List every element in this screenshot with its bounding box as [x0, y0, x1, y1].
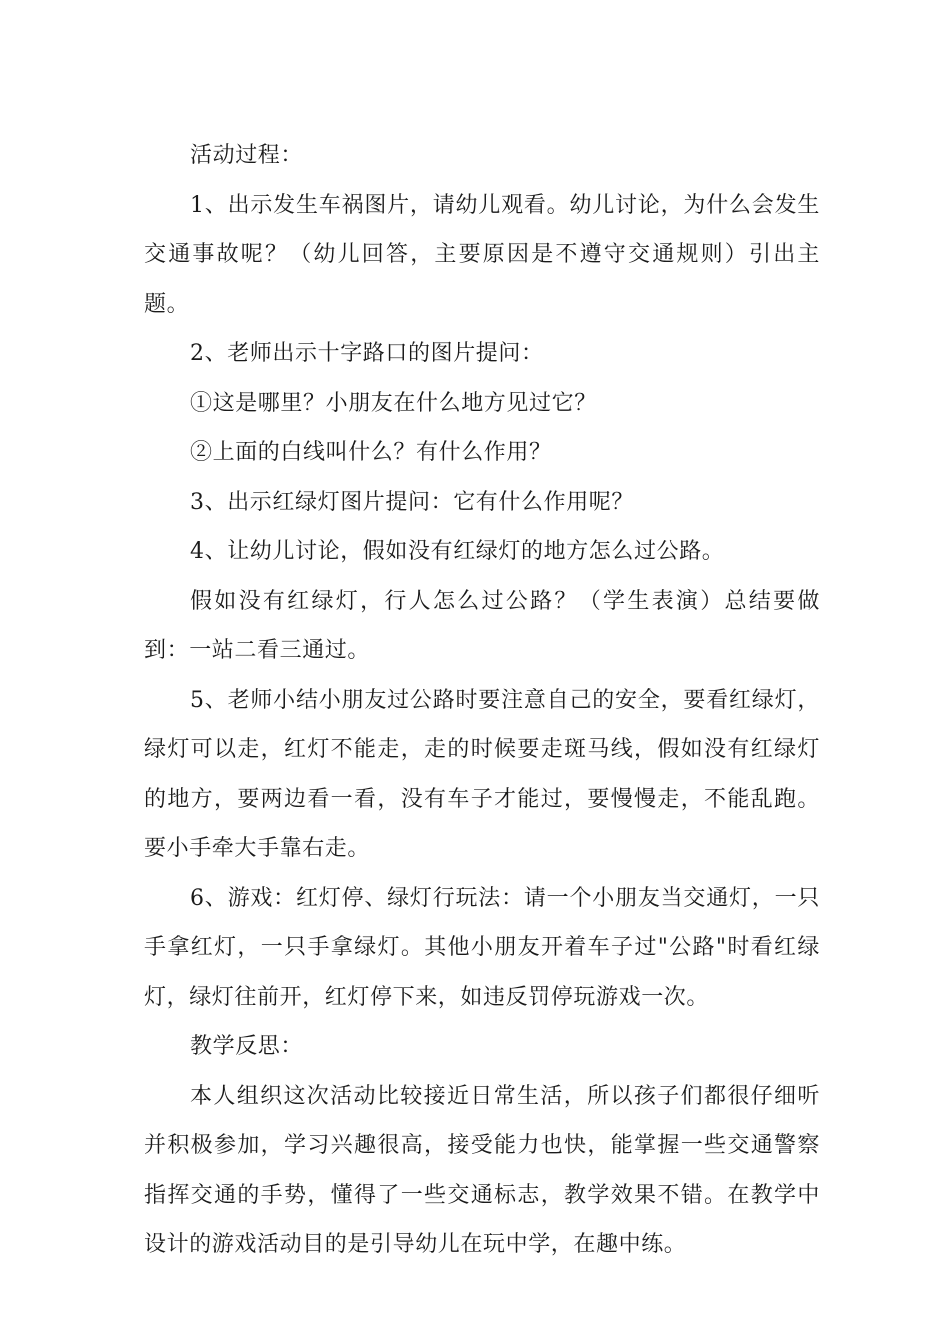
paragraph-question-1: ①这是哪里？小朋友在什么地方见过它？ — [190, 390, 597, 416]
heading-activity-process: 活动过程： — [190, 143, 304, 168]
paragraph-step-5: 5、老师小结小朋友过公路时要注意自己的安全，要看红绿灯，绿灯可以走，红灯不能走，走的时候要走斑马线，假如没有红绿灯的地方，要两边看一看，没有车子才能过，要慢慢走，不能乱跑。要小手牵大手靠右走。 — [144, 687, 820, 861]
paragraph-reflection: 本人组织这次活动比较接近日常生活，所以孩子们都很仔细听并积极参加，学习兴趣很高，接受能力也快，能掌握一些交通警察指挥交通的手势，懂得了一些交通标志，教学效果不错。在教学中设计的游戏活动目的是引导幼儿在玩中学，在趣中练。 — [144, 1083, 820, 1257]
heading-teaching-reflection: 教学反思： — [190, 1034, 304, 1059]
paragraph-no-traffic-light: 假如没有红绿灯，行人怎么过公路？（学生表演）总结要做到：一站二看三通过。 — [144, 588, 820, 663]
paragraph-step-4: 4、让幼儿讨论，假如没有红绿灯的地方怎么过公路。 — [190, 539, 725, 564]
paragraph-step-2: 2、老师出示十字路口的图片提问： — [190, 341, 544, 366]
paragraph-step-3: 3、出示红绿灯图片提问：它有什么作用呢？ — [190, 489, 634, 515]
document-body — [144, 131, 820, 1270]
paragraph-step-6-game: 6、游戏：红灯停、绿灯行玩法：请一个小朋友当交通灯，一只手拿红灯，一只手拿绿灯。其他小朋友开着车子过"公路"时看红绿灯，绿灯往前开，红灯停下来，如违反罚停玩游戏一次。 — [144, 885, 820, 1010]
paragraph-step-1: 1、出示发生车祸图片，请幼儿观看。幼儿讨论，为什么会发生交通事故呢？（幼儿回答，主要原因是不遵守交通规则）引出主题。 — [144, 192, 820, 317]
paragraph-question-2: ②上面的白线叫什么？有什么作用？ — [190, 440, 552, 465]
